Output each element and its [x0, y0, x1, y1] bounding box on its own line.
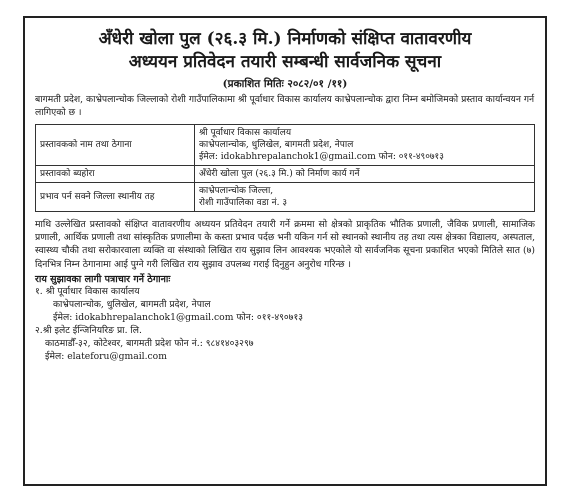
- table-row: [36, 166, 535, 183]
- title-line-1: अँधेरी खोला पुल (२६.३ मि.) निर्माणको संक्षिप्त वातावरणीय: [98, 29, 472, 49]
- value-line: श्री पूर्वाधार विकास कार्यालय: [199, 128, 292, 138]
- contact-block: [35, 285, 535, 324]
- publication-date: (प्रकाशित मितिः २०८२/०१ /११): [222, 78, 348, 90]
- title-line-2: अध्ययन प्रतिवेदन तयारी सम्बन्धी सार्वजनिक सूचना: [128, 52, 442, 72]
- public-notice: [23, 16, 547, 486]
- row-value: [195, 166, 535, 183]
- contact-2-email: ईमेल: elateforu@gmail.com: [45, 350, 167, 362]
- row-value: [195, 125, 535, 166]
- row-label: प्रस्तावकको नाम तथा ठेगाना: [36, 125, 195, 166]
- contact-heading: राय सुझावका लागी पत्राचार गर्ने ठेगानाः: [35, 273, 171, 285]
- contact-2-address: काठमाडौँ-३२, कोटेश्वर, बागमती प्रदेश फोन नं.: ९८४१४०३२९७: [45, 337, 254, 349]
- intro-text: बागमती प्रदेश, काभ्रेपलान्चोक जिल्लाको रोशी गाउँपालिकामा श्री पूर्वाधार विकास कार्यालय काभ्रेपलान्चोक द्वारा निम्न बमोजिमको प्रस्ताव कार्यान्वयन गर्न लागिएको छ ।: [35, 94, 535, 118]
- contact-1-email: ईमेल: idokabhrepalanchok1@gmail.com फोन: ०११-४९०७१३: [53, 311, 304, 323]
- value-line: ईमेल: idokabhrepalanchok1@gmail.com फोन: ०११-४९०७१३: [199, 152, 444, 162]
- contact-block: [35, 324, 535, 363]
- value-line: काभ्रेपलान्चोक जिल्ला,: [199, 186, 274, 196]
- notice-title: [35, 28, 535, 74]
- row-label: प्रस्तावको ब्यहोरा: [36, 166, 195, 183]
- value-line: काभ्रेपलान्चोक, धुलिखेल, बागमती प्रदेश, नेपाल: [199, 140, 354, 150]
- body-paragraph: माथि उल्लेखित प्रस्तावको संक्षिप्त वातावरणीय अध्ययन प्रतिवेदन तयारी गर्ने क्रममा सो क्षेत्रको प्राकृतिक भौतिक प्रणाली, जैविक प्रणाली, सामाजिक प्रणाली, आर्थिक प्रणाली तथा सांस्कृतिक प्रणालीमा के कस्ता प्रभाव पर्दछ भनी यकिन गर्न सो स्थानको स्थानीय तह तथा त्यस क्षेत्रका विद्यालय, अस्पताल, स्वास्थ्य चौकी तथा सरोकारवाला व्यक्ति वा संस्थाको लिखित राय सुझाव लिन आवश्यक भएकोले यो सार्वजनिक सूचना प्रकाशित भएको मितिले सात (७) दिनभित्र निम्न ठेगानामा आई पुग्ने गरी लिखित राय सुझाव उपलब्ध गराई दिनुहुन अनुरोध गरिन्छ ।: [35, 219, 535, 270]
- table-row: [36, 183, 535, 212]
- row-label: प्रभाव पर्न सक्ने जिल्ला स्थानीय तह: [36, 183, 195, 212]
- proposal-info-table: [35, 124, 535, 212]
- contact-2-name: २.श्री इलेट ईन्जिनियरिङ प्रा. लि.: [35, 324, 142, 336]
- value-line: रोशी गाउँपालिका वडा नं. ३: [199, 198, 288, 208]
- row-value: [195, 183, 535, 212]
- value-line: अँधेरी खोला पुल (२६.३ मि.) को निर्माण कार्य गर्ने: [199, 169, 360, 179]
- contact-1-address: काभ्रेपलान्चोक, धुलिखेल, बागमती प्रदेश, नेपाल: [53, 298, 211, 310]
- table-row: [36, 125, 535, 166]
- contact-1-name: १. श्री पूर्वाधार विकास कार्यालय: [35, 285, 140, 297]
